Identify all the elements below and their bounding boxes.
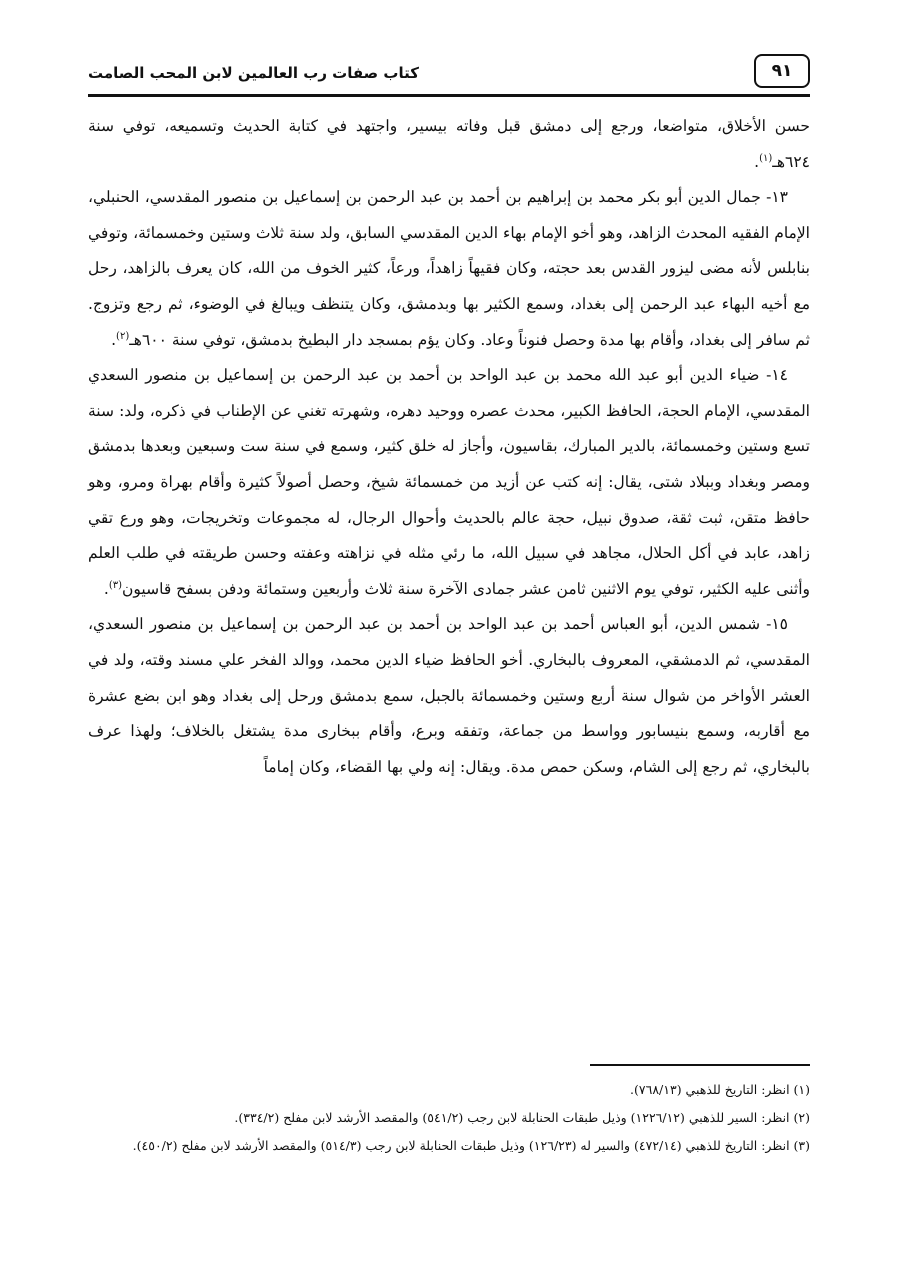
paragraph-end: . [754,152,760,171]
footnote-ref-2: (٢) [116,330,130,342]
paragraph-4 [88,607,810,785]
paragraph-end: . [111,330,117,349]
running-header [88,52,810,97]
paragraph-text: ١٤- ضياء الدين أبو عبد الله محمد بن عبد الواحد بن أحمد بن عبد الرحمن بن إسماعيل بن منصور السعدي المقدسي، الإمام الحجة، الحافظ الكبير، محدث عصره ووحيد دهره، وشهرته تغني عن الإطناب في ذكره، ولد: سنة تسع وستين وخمسمائة، بالدير المبارك، بقاسيون، وأجاز له خلق كثير، وسمع في سنة ست وسبعين وبعدها بدمشق ومصر وبغداد وببلاد شتى، يقال: إنه كتب عن أزيد من خمسمائة شيخ، وحصل أصولاً كثيرة وأقام بهراة ومرو، وهو حافظ متقن، ثبت ثقة، صدوق نبيل، حجة عالم بالحديث وأحوال الرجال، له مجموعات وتخريجات، وهو ورع تقي زاهد، عابد في أكل الحلال، مجاهد في سبيل الله، ما رئي مثله في نزاهته وعفته وحسن طريقته في طلب العلم وأثنى عليه الكثير، توفي يوم الاثنين ثامن عشر جمادى الآخرة سنة ثلاث وأربعين وستمائة ودفن بسفح قاسيون [88,366,810,598]
paragraph-end: . [103,579,109,598]
paragraph-text: ١٥- شمس الدين، أبو العباس أحمد بن عبد الواحد بن أحمد بن عبد الرحمن بن إسماعيل بن منصور السعدي، المقدسي، ثم الدمشقي، المعروف بالبخاري. أخو الحافظ ضياء الدين محمد، ووالد الفخر علي مسند وقته، ولد في العشر الأواخر من شوال سنة أربع وستين وخمسمائة بالجبل، سمع بدمشق ورحل إلى بغداد وهو ابن بضع عشرة مع أقاربه، وسمع بنيسابور وواسط من جماعة، وتفقه وبرع، وأقام ببخارى مدة يشتغل بالخلاف؛ ولهذا عرف بالبخاري، ثم رجع إلى الشام، وسكن حمص مدة. ويقال: إنه ولي بها القضاء، وكان إماماً [88,615,810,776]
paragraph-text: ١٣- جمال الدين أبو بكر محمد بن إبراهيم بن أحمد بن عبد الرحمن بن إسماعيل بن منصور المقدسي، الحنبلي، الإمام الفقيه المحدث الزاهد، وهو أخو الإمام بهاء الدين المقدسي السابق، ولد سنة ثلاث وستين وخمسمائة، وتوفي بنابلس لأنه مضى ليزور القدس بعد حجته، وكان فقيهاً زاهداً، ورعاً، كثير الخوف من الله، كان يعرف بالزاهد، رحل مع أخيه البهاء عبد الرحمن إلى بغداد، وسمع الكثير بها وبدمشق، وكان يتنظف ويبالغ في الوضوء، ثم رجع وتزوج. ثم سافر إلى بغداد، وأقام بها مدة وحصل فنوناً وعاد. وكان يؤم بمسجد دار البطيخ بدمشق، توفي سنة ٦٠٠هـ [88,188,810,349]
paragraph-text: حسن الأخلاق، متواضعا، ورجع إلى دمشق قبل وفاته بيسير، واجتهد في كتابة الحديث وتسميعه، توفي سنة ٦٢٤هـ [88,117,810,171]
footnote-3: (٣) انظر: التاريخ للذهبي (٤٧٢/١٤) والسير له (١٢٦/٢٣) وذيل طبقات الحنابلة لابن رجب (٥١٤/٣) والمقصد الأرشد لابن مفلح (٤٥٠/٢). [132,1138,810,1153]
footnote-ref-1: (١) [759,152,773,164]
footnote-ref-3: (٣) [108,579,123,591]
book-page [88,52,810,1153]
footnotes [88,1054,810,1160]
main-text [88,109,810,785]
paragraph-2 [88,180,810,358]
footnote-separator [590,1064,810,1066]
page-number: ٩١ [754,54,810,88]
paragraph-3 [88,358,810,607]
book-title: كتاب صفات رب العالمين لابن المحب الصامت [88,64,419,82]
footnote-2: (٢) انظر: السير للذهبي (١٢٢٦/١٢) وذيل طبقات الحنابلة لابن رجب (٥٤١/٢) والمقصد الأرشد لابن مفلح (٣٣٤/٢). [234,1110,810,1125]
footnote-1: (١) انظر: التاريخ للذهبي (٧٦٨/١٣). [630,1082,810,1097]
paragraph-1 [88,109,810,180]
